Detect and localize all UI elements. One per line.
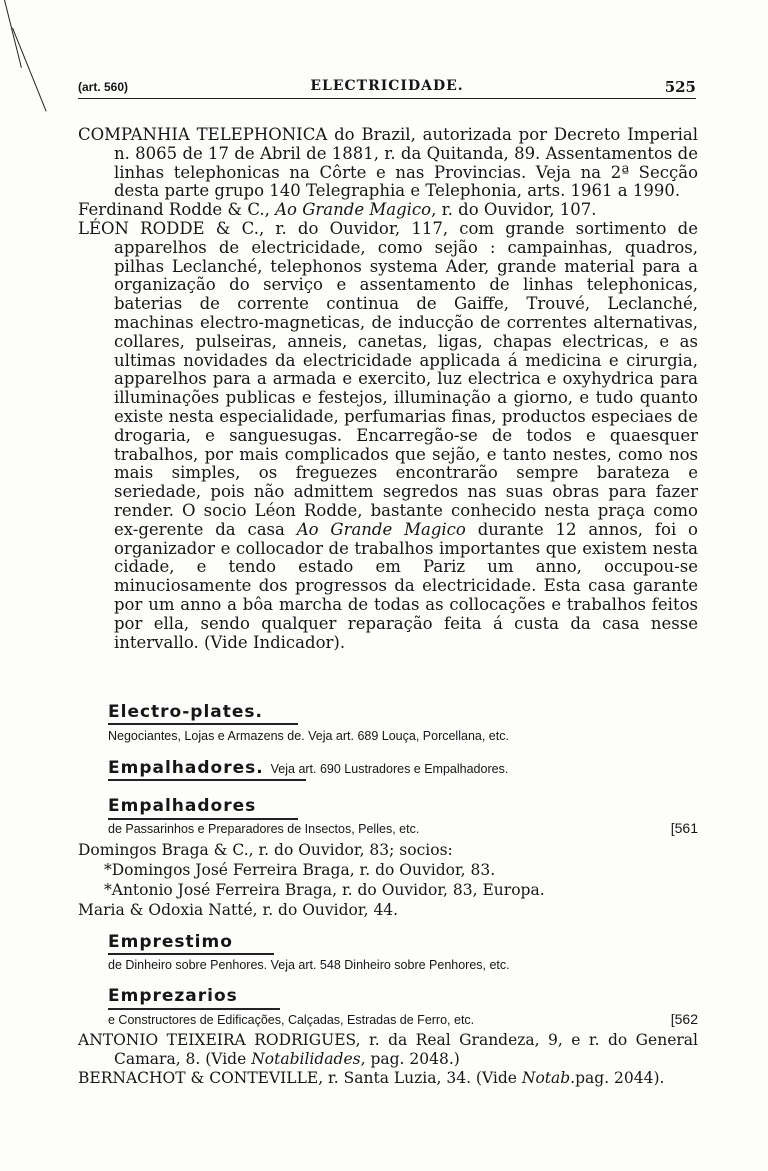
section-note-emprestimo: de Dinheiro sobre Penhores. Veja art. 548 Dinheiro sobre Penhores, etc. — [108, 958, 510, 972]
section-rule — [108, 723, 298, 725]
section-rule — [108, 779, 306, 781]
section-title-emprestimo: Emprestimo — [108, 932, 233, 952]
list-item: *Domingos José Ferreira Braga, r. do Ouvidor, 83. — [104, 861, 496, 879]
entry-companhia-telephonica: COMPANHIA TELEPHONICA do Brazil, autorizada por Decreto Imperial n. 8065 de 17 de Abril de 1881, r. da Quitanda, 89. Assentamentos de linhas telephonicas na Côrte e nas Provincias. Veja na 2ª Secção desta parte grupo 140 Telegraphia e Telephonia, arts. 1961 a 1990. — [78, 125, 698, 201]
section-note-electro-plates: Negociantes, Lojas e Armazens de. Veja art. 689 Louça, Porcellana, etc. — [108, 729, 509, 743]
section-note-emprezarios: e Constructores de Edificações, Calçadas, Estradas de Ferro, etc. — [108, 1013, 475, 1027]
entry-ferdinand-rodde: Ferdinand Rodde & C., Ao Grande Magico, r. do Ouvidor, 107. — [78, 200, 597, 220]
entry-antonio-teixeira-rodrigues: ANTONIO TEIXEIRA RODRIGUES, r. da Real Grandeza, 9, e r. do General Camara, 8. (Vide Notabilidades, pag. 2048.) — [78, 1031, 698, 1068]
entry-leon-rodde: LÉON RODDE & C., r. do Ouvidor, 117, com grande sortimento de apparelhos de electricidade, como sejão : campainhas, quadros, pilhas Leclanché, telephonos systema Ader, grande material para a organização do serviço e assentamento de linhas telephonicas, baterias de corrente continua de Gaiffe, Trouvé, Leclanché, machinas electro-magneticas, de inducção de correntes alternativas, collares, pulseiras, anneis, canetas, ligas, chapas electricas, e as ultimas novidades da electricidade applicada á medicina e cirurgia, apparelhos para a armada e exercito, luz electrica e oxyhydrica para illuminações publicas e festejos, illuminação a giorno, e tudo quanto existe nesta especialidade, perfumarias finas, productos especiaes de drogaria, e sanguesugas. Encarregão-se de todos e quaesquer trabalhos, por mais complicados que sejão, e tanto nestes, como nos mais simples, os freguezes encontrarão sempre barateza e seriedade, pois não admittem segredos nas suas obras para fazer render. O socio Léon Rodde, bastante conhecido nesta praça como ex-gerente da casa Ao Grande Magico durante 12 annos, foi o organizador e collocador de trabalhos importantes que existem nesta cidade, e tendo estado em Pariz um anno, occupou-se minuciosamente dos progressos da electricidade. Esta casa garante por um anno a bôa marcha de todas as collocações e trabalhos feitos por ella, sendo qualquer reparação feita á custa da casa nesse intervallo. (Vide Indicador). — [78, 218, 698, 652]
section-title-emprezarios: Emprezarios — [108, 986, 238, 1006]
main-entries — [78, 126, 698, 652]
classification-ref: [561 — [670, 820, 698, 836]
header-page-number: 525 — [664, 78, 696, 96]
section-title-empalhadores-ref: Empalhadores. Veja art. 690 Lustradores e Empalhadores. — [108, 758, 509, 778]
list-item: Maria & Odoxia Natté, r. do Ouvidor, 44. — [78, 901, 399, 919]
list-item: Domingos Braga & C., r. do Ouvidor, 83; socios: — [78, 841, 453, 859]
running-header — [78, 76, 696, 99]
scan-edge-mark — [12, 28, 47, 112]
classification-ref: [562 — [670, 1011, 698, 1027]
list-item: *Antonio José Ferreira Braga, r. do Ouvidor, 83, Europa. — [104, 881, 545, 899]
section-title-empalhadores: Empalhadores — [108, 796, 257, 816]
section-rule — [108, 1008, 280, 1010]
header-article-range: (art. 560) — [78, 80, 129, 94]
section-rule — [108, 953, 274, 955]
emprezarios-entries — [78, 1031, 698, 1088]
section-title-electro-plates: Electro-plates. — [108, 702, 263, 722]
header-title: ELECTRICIDADE. — [310, 78, 464, 94]
entry-bernachot-conteville: BERNACHOT & CONTEVILLE, r. Santa Luzia, 34. (Vide Notab.pag. 2044). — [78, 1069, 665, 1087]
section-note-empalhadores: de Passarinhos e Preparadores de Insectos, Pelles, etc. — [108, 822, 420, 836]
section-note-empalhadores-ref: Veja art. 690 Lustradores e Empalhadores. — [270, 762, 509, 776]
scan-edge-mark — [4, 0, 22, 68]
